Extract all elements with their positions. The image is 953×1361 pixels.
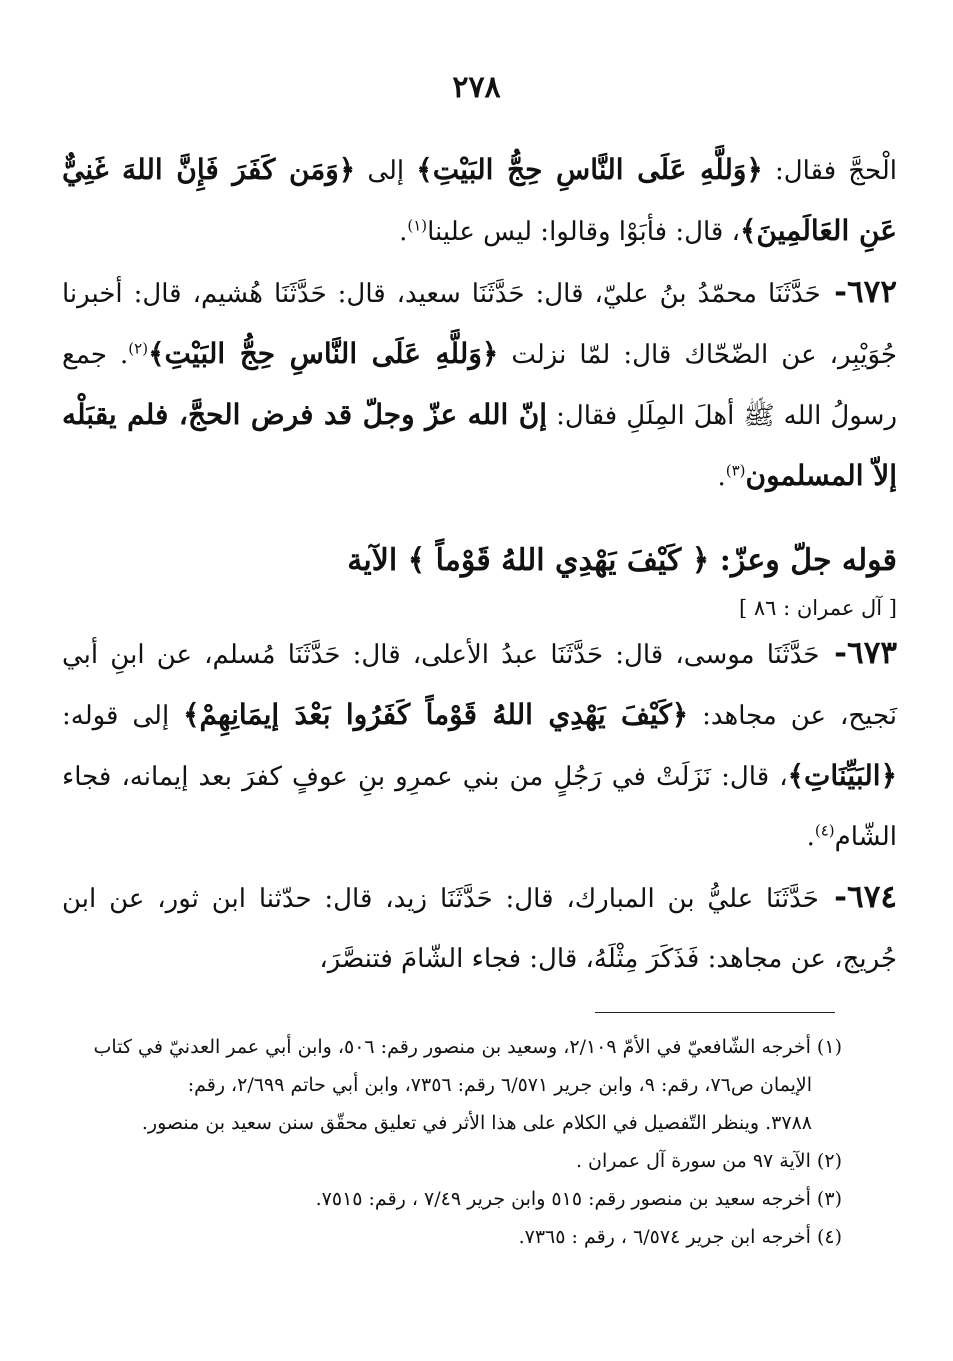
footnote-2: (٢) الآية ٩٧ من سورة آل عمران . [575, 1150, 842, 1172]
page-number: ٢٧٨ [452, 70, 501, 105]
footnote-4: (٤) أخرجه ابن جرير ٦/٥٧٤ ، رقم : ٧٣٦٥. [518, 1226, 842, 1248]
text-run: الْحجَّ فقال: [762, 156, 897, 186]
hadith-673 [62, 623, 897, 867]
text-run: . [806, 822, 815, 852]
hadith-672 [62, 262, 897, 507]
quran-quote: ﴿وَللَّهِ عَلَى النَّاسِ حِجُّ البَيْتِ﴾ [148, 337, 499, 370]
footnotes [62, 1028, 842, 1256]
footnote-ref: (٢) [128, 339, 149, 358]
text-run: ، قال: فأبَوْا وقالوا: ليس علينا [427, 217, 740, 247]
paragraph-intro [62, 140, 897, 262]
text-run: . [399, 217, 408, 247]
text-run: إلى [355, 156, 417, 186]
hadith-674 [62, 867, 897, 989]
footnote-1-line: (١) أخرجه الشّافعيّ في الأمّ ٢/١٠٩، وسعيد بن منصور رقم: ٥٠٦، وابن أبي عمر العدنيّ في كتاب [93, 1036, 842, 1058]
hadith-number: ٦٧٣- [819, 635, 897, 671]
quran-quote: ﴿وَمَن كَفَرَ فَإِنَّ اللهَ غَنِيٌّ عَنِ العَالَمِينَ﴾ [62, 153, 897, 247]
footnote-ref: (٣) [725, 461, 746, 480]
prophet-quote: إنّ الله عزّ وجلّ قد فرض الحجَّ، فلم يقبَلْه إلاّ المسلمون [62, 398, 897, 492]
footnote-ref: (٤) [814, 821, 835, 840]
text-run: حَدَّثَنَا محمّدُ بنُ عليّ، قال: حَدَّثَنَا سعيد، قال: حَدَّثَنَا هُشيم، قال: أخبرنا جُوَيْبِر، عن الضّحّاك قال: لمّا نزلت [62, 279, 897, 370]
quran-quote: ﴿البَيِّنَاتِ﴾ [787, 759, 897, 792]
footnote-1-line: ٣٧٨٨. وينظر التّفصيل في الكلام على هذا الأثر في تعليق محقّق سنن سعيد بن منصور. [141, 1112, 812, 1134]
text-run: . [717, 462, 726, 492]
text-run: . جمع رسولُ الله ﷺ أهلَ المِلَلِ فقال: [62, 340, 897, 431]
hadith-number: ٦٧٤- [818, 879, 897, 915]
text-run: حَدَّثَنَا موسى، قال: حَدَّثَنَا عبدُ الأعلى، قال: حَدَّثَنَا مُسلم، عن ابنِ أبي نَجيح، عن مجاهد: [62, 640, 898, 731]
text-run: ، قال: نَزَلَتْ في رَجُلٍ من بني عمرِو بنِ عوفٍ كفرَ بعد إيمانه، فجاء الشّام [62, 762, 897, 852]
hadith-number: ٦٧٢- [820, 274, 897, 310]
footnote-divider [595, 1012, 835, 1013]
verse-reference: [ آل عمران : ٨٦ ] [738, 596, 897, 620]
quran-quote: ﴿كَيْفَ يَهْدِي اللهُ قَوْماً كَفَرُوا بَعْدَ إيمَانِهِمْ﴾ [183, 698, 689, 731]
main-text [62, 140, 897, 989]
section-heading: قوله جلّ وعزّ: ﴿ كَيْفَ يَهْدِي اللهُ قَوْماً ﴾ الآية [347, 543, 897, 578]
footnote-ref: (١) [407, 216, 428, 235]
footnote-3: (٣) أخرجه سعيد بن منصور رقم: ٥١٥ وابن جرير ٧/٤٩ ، رقم: ٧٥١٥. [315, 1188, 842, 1210]
text-run: إلى قوله: [62, 701, 184, 731]
footnote-1-line: الإيمان ص٧٦، رقم: ٩، وابن جرير ٦/٥٧١ رقم: ٧٣٥٦، وابن أبي حاتم ٢/٦٩٩، رقم: [187, 1074, 812, 1096]
text-run: حَدَّثَنَا عليُّ بن المبارك، قال: حَدَّثَنَا زيد، قال: حدّثنا ابن ثور، عن ابن جُريج، عن مجاهد: فَذَكَرَ مِثْلَهُ، قال: فجاء الشّامَ فتنصَّرَ، [62, 884, 897, 974]
quran-quote: ﴿وَللَّهِ عَلَى النَّاسِ حِجُّ البَيْتِ﴾ [416, 153, 763, 186]
